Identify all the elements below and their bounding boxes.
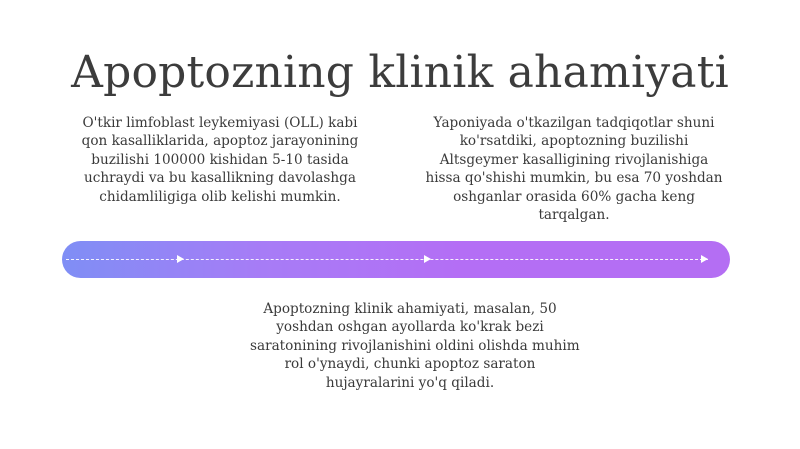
- slide-title: Apoptozning klinik ahamiyati: [71, 47, 729, 99]
- text-line: Apoptozning klinik ahamiyati, masalan, 50: [263, 301, 557, 317]
- text-line: tarqalgan.: [538, 207, 610, 224]
- text-block-bottom: [250, 300, 580, 392]
- arrow-right-icon: [177, 255, 184, 263]
- text-line: oshganlar orasida 60% gacha keng: [453, 188, 695, 205]
- timeline-dashed-line: [66, 259, 708, 260]
- text-line: yoshdan oshgan ayollarda ko'krak bezi: [276, 319, 544, 336]
- arrow-right-icon: [424, 255, 431, 263]
- text-line: buzilishi 100000 kishidan 5-10 tasida: [91, 151, 349, 168]
- text-block-left: [70, 114, 370, 206]
- text-line: saratonining rivojlanishini oldini olishda muhim: [250, 337, 580, 354]
- text-line: hissa qo'shishi mumkin, bu esa 70 yoshdan: [425, 170, 723, 187]
- text-line: uchraydi va bu kasallikning davolashga: [84, 170, 356, 187]
- text-line: hujayralarini yo'q qiladi.: [325, 374, 495, 391]
- text-line: O'tkir limfoblast leykemiyasi (OLL) kabi: [82, 115, 358, 131]
- text-line: ko'rsatdiki, apoptozning buzilishi: [459, 133, 689, 150]
- arrow-right-icon: [701, 255, 708, 263]
- text-line: qon kasalliklarida, apoptoz jarayonining: [81, 133, 359, 150]
- text-line: Yaponiyada o'tkazilgan tadqiqotlar shuni: [433, 115, 715, 131]
- text-line: rol o'ynaydi, chunki apoptoz saraton: [284, 356, 536, 373]
- text-line: chidamliligiga olib kelishi mumkin.: [99, 188, 341, 205]
- text-block-right: [418, 114, 730, 224]
- text-line: Altsgeymer kasalligining rivojlanishiga: [439, 151, 709, 168]
